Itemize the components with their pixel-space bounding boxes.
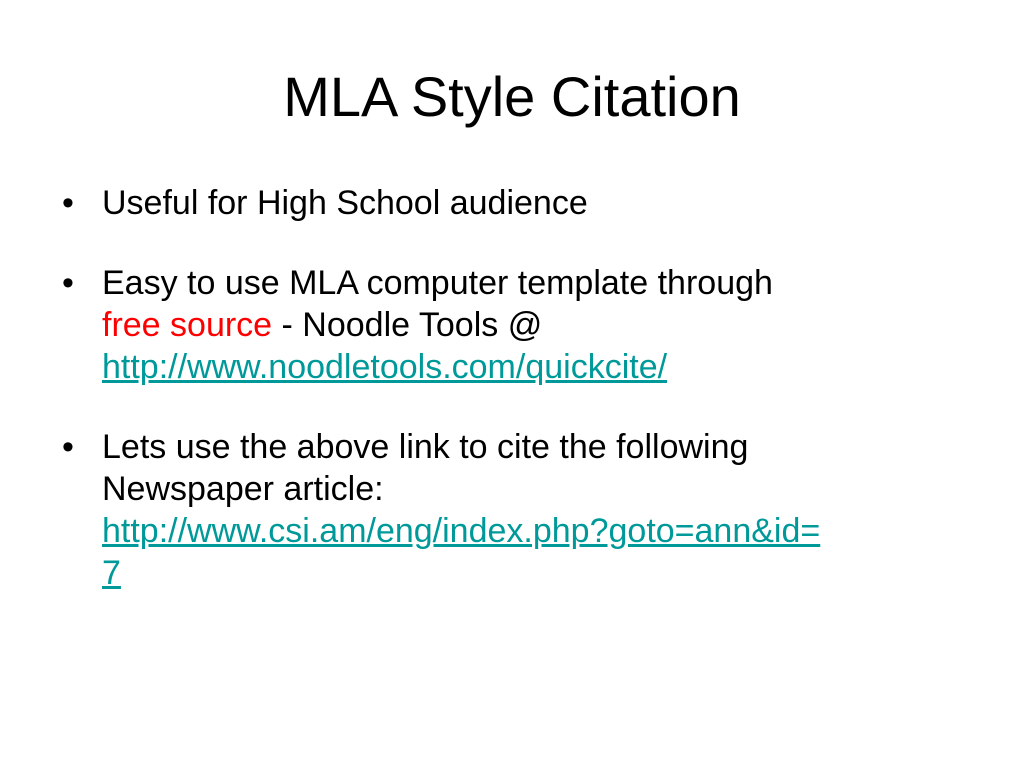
noodletools-link[interactable]: http://www.noodletools.com/quickcite/ [102,348,668,386]
bullet-item-2 [58,262,958,388]
free-source-highlight: free source [102,306,273,344]
bullet-item-1 [58,182,958,224]
bullet-3-line-1: Lets use the above link to cite the following [102,428,749,466]
bullet-icon: • [62,264,74,302]
bullet-item-3 [58,426,958,594]
bullet-icon: • [62,184,74,222]
bullet-2-text-after: - Noodle Tools @ [272,306,543,344]
bullet-3-line-2: Newspaper article: [102,470,384,508]
csi-article-link-part-2[interactable]: 7 [102,554,121,592]
slide-title: MLA Style Citation [283,65,741,128]
csi-article-link-part-1[interactable]: http://www.csi.am/eng/index.php?goto=ann&id= [102,512,821,550]
bullet-icon: • [62,428,74,466]
bullet-1-text: Useful for High School audience [102,184,588,222]
bullet-2-text-before: Easy to use MLA computer template through [102,264,773,302]
bullet-list [58,182,958,632]
